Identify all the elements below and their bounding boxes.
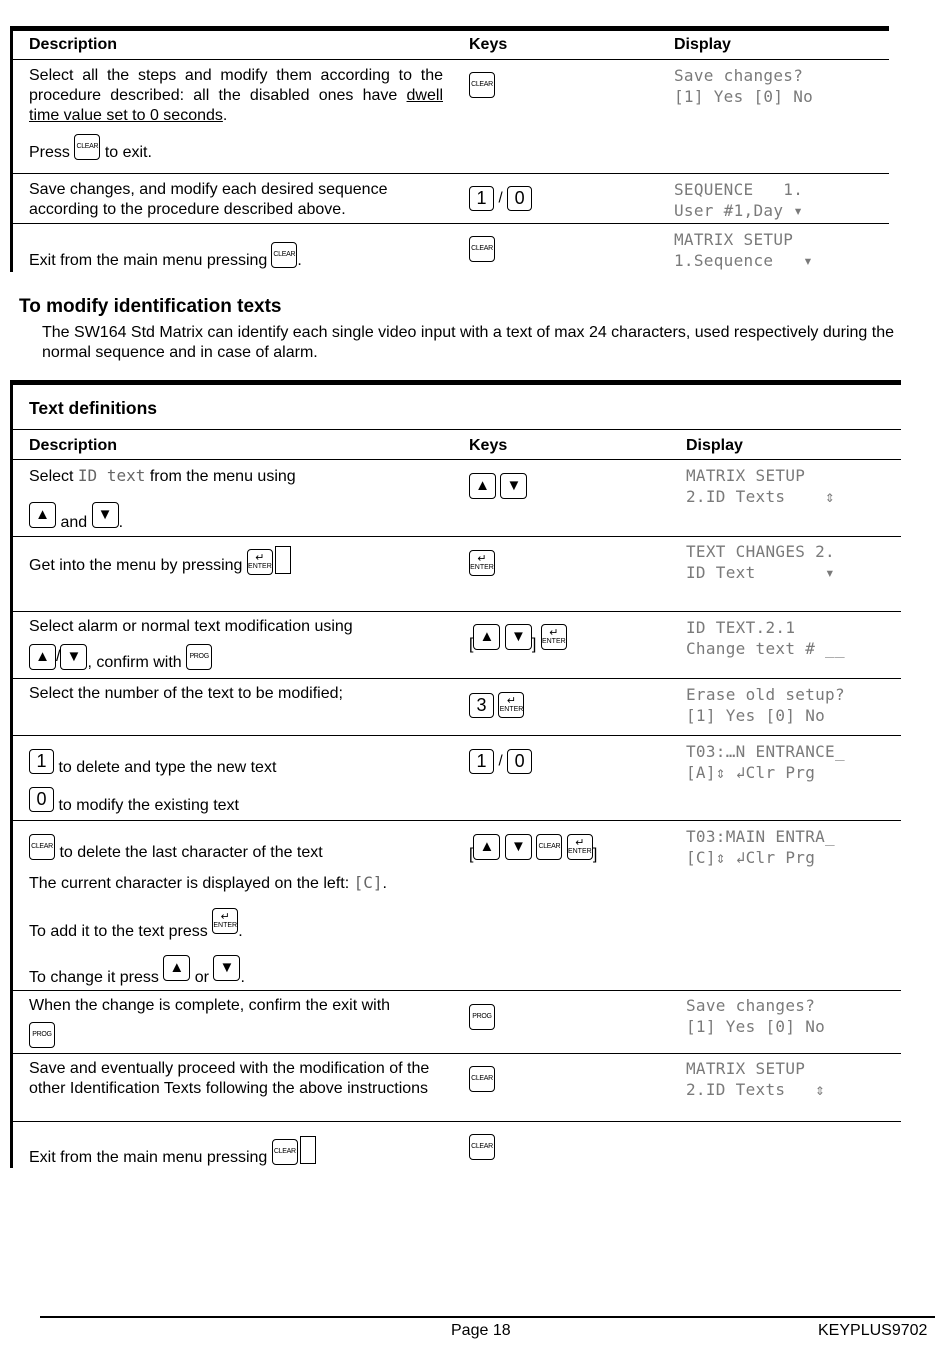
lcd-line-1: MATRIX SETUP [686,1059,806,1078]
enter-symbol: ↵ [549,627,559,639]
description-text: , confirm with [87,654,182,672]
clear-key-icon: CLEAR [272,1139,298,1165]
key-separator: / [498,752,503,770]
divider [13,536,901,537]
sequence-table [10,26,889,272]
clear-key-icon: CLEAR [74,134,100,160]
up-arrow-icon: ▲ [473,624,500,650]
prog-key-icon: PROG [469,1004,495,1030]
divider [13,820,901,821]
enter-label: ENTER [499,706,524,713]
down-arrow-icon: ▼ [505,624,532,650]
divider [13,678,901,679]
bracket: [ [469,846,474,864]
blank-key-icon [300,1136,316,1164]
up-arrow-icon: ▲ [469,473,496,499]
text-definitions-table [10,380,901,1168]
lcd-line-1: Save changes? [686,996,816,1015]
enter-label: ENTER [567,848,592,855]
description-text: The current character is displayed on the left: [29,875,350,892]
lcd-display [686,617,845,659]
enter-symbol: ↵ [255,552,265,564]
lcd-display [674,179,803,221]
keys-cell [469,236,495,262]
enter-label: ENTER [541,638,566,645]
key-0-icon: 0 [507,186,532,211]
lcd-display [686,826,835,868]
enter-key-icon [567,834,593,860]
footer-rule [40,1316,935,1318]
lcd-line-2: [A]⇕ ↲Clr Prg [686,763,816,782]
row-description [29,955,245,987]
header-keys: Keys [469,437,508,454]
punctuation: . [297,252,302,270]
keys-cell [469,834,598,864]
keys-cell [469,692,524,718]
up-arrow-icon: ▲ [163,955,190,981]
clear-key-icon: CLEAR [469,1066,495,1092]
divider [13,611,901,612]
down-arrow-icon: ▼ [500,473,527,499]
enter-key-icon [247,549,273,575]
row-description [29,248,302,274]
row-description [29,552,291,580]
divider [13,1121,901,1122]
divider [13,459,901,460]
clear-key-icon: CLEAR [536,834,562,860]
table-caption: Text definitions [29,398,158,418]
down-arrow-icon: ▼ [92,502,119,528]
lcd-display [674,65,813,107]
lcd-display [686,541,835,583]
clear-key-icon: CLEAR [469,72,495,98]
bracket: ] [592,846,598,864]
divider [13,1053,901,1054]
table-top-rule [10,380,901,385]
enter-key-icon [541,624,567,650]
row-description: Save and eventually proceed with the modification of the other Identification Texts following the above instructions [29,1060,430,1097]
divider [13,173,889,174]
keys-cell [469,1134,495,1160]
lcd-line-2: 2.ID Texts ⇕ [686,487,835,506]
row-description [29,749,276,774]
row-description: Save changes, and modify each desired sequence according to the procedure described above. [29,181,388,218]
current-char-indicator: [C] [353,873,383,892]
divider [13,735,901,736]
header-description: Description [29,437,118,454]
enter-symbol: ↵ [575,837,585,849]
key-separator: / [498,189,503,207]
lcd-line-1: Save changes? [674,66,804,85]
description-text: Exit from the main menu pressing [29,1149,268,1167]
enter-key-icon [498,692,524,718]
lcd-line-1: TEXT CHANGES 2. [686,542,835,561]
description-text: Exit from the main menu pressing [29,252,268,270]
bracket: [ [469,636,474,654]
keys-cell [469,1004,495,1030]
enter-label: ENTER [470,564,494,571]
description-text: Get into the menu by pressing [29,557,243,575]
divider [13,429,901,430]
enter-symbol: ↵ [506,695,517,707]
key-3-icon: 3 [469,693,494,718]
row-description: When the change is complete, confirm the exit with [29,997,391,1014]
row-description-keys [29,1022,55,1048]
up-arrow-icon: ▲ [29,644,56,670]
clear-key-icon: CLEAR [469,236,495,262]
enter-label: ENTER [248,563,272,570]
up-arrow-icon: ▲ [29,502,56,528]
lcd-line-2: 1.Sequence ▾ [674,251,814,270]
key-0-icon: 0 [29,787,54,812]
key-separator: / [56,648,61,666]
clear-key-icon: CLEAR [29,834,55,860]
lcd-line-2: [1] Yes [0] No [686,1017,826,1036]
press-line [29,140,152,166]
document-code: KEYPLUS9702 [818,1322,928,1339]
lcd-line-2: [1] Yes [0] No [686,706,826,725]
keys-cell [469,1066,495,1092]
row-description: Select the number of the text to be modified; [29,685,343,702]
lcd-line-2: Change text # __ [686,639,845,658]
down-arrow-icon: ▼ [213,955,240,981]
key-1-icon: 1 [469,186,494,211]
key-0-icon: 0 [507,749,532,774]
keys-cell [469,473,527,499]
lcd-line-2: ID Text ▾ [686,563,835,582]
enter-symbol: ↵ [477,553,487,565]
key-1-icon: 1 [29,749,54,774]
up-arrow-icon: ▲ [473,834,500,860]
description-text: Select [29,468,74,485]
row-description [29,908,243,941]
row-description [29,834,323,860]
key-1-icon: 1 [469,749,494,774]
blank-key-icon [275,546,291,574]
lcd-display [686,684,845,726]
menu-item-name: ID text [77,466,146,485]
lcd-display [686,465,835,507]
row-description-keys [29,644,212,670]
exit-text: to exit. [104,144,152,162]
row-description [29,66,443,126]
keys-cell [469,749,532,774]
header-description: Description [29,36,118,53]
row-description [29,787,239,812]
conjunction-text: and [60,514,88,532]
lcd-line-2: [1] Yes [0] No [674,87,814,106]
description-text: to delete and type the new text [58,758,277,776]
lcd-line-2: [C]⇕ ↲Clr Prg [686,848,816,867]
lcd-line-1: Erase old setup? [686,685,845,704]
lcd-display [674,229,813,271]
punctuation: . [118,514,124,532]
description-text: To change it press [29,969,159,987]
keys-cell [469,186,532,211]
lcd-display [686,995,825,1037]
conjunction-text: or [194,969,209,987]
lcd-line-1: SEQUENCE 1. [674,180,804,199]
description-text: from the menu using [149,468,296,485]
punctuation: . [240,969,245,987]
divider [13,59,889,60]
divider [13,990,901,991]
row-description [29,466,296,487]
section-body: The SW164 Std Matrix can identify each single video input with a text of max 24 characters, used respectively during the normal sequence and in case of alarm. [42,324,894,361]
underlined-text: dwell time value set to 0 seconds [29,87,443,124]
row-description: Select alarm or normal text modification using [29,618,353,635]
description-text: to delete the last character of the text [59,844,323,862]
row-description-keys [29,502,124,532]
punctuation: . [382,875,387,892]
row-description [29,873,387,894]
punctuation: . [238,923,243,941]
clear-key-icon: CLEAR [469,1134,495,1160]
lcd-display [686,741,845,783]
lcd-line-2: User #1,Day ▾ [674,201,804,220]
section-title: To modify identification texts [19,296,282,317]
enter-symbol: ↵ [220,911,230,923]
table-top-rule [10,26,889,31]
header-display: Display [686,437,743,454]
enter-key-icon [469,550,495,576]
description-text: Select all the steps and modify them according to the procedure described: all the disabled ones have [29,67,443,104]
enter-key-icon [212,908,238,934]
keys-cell [469,550,495,576]
keys-cell [469,624,567,654]
lcd-line-1: T03:MAIN ENTRA_ [686,827,835,846]
lcd-line-1: MATRIX SETUP [674,230,794,249]
description-text: to modify the existing text [58,796,239,814]
page-number: Page 18 [451,1322,511,1339]
clear-key-icon: CLEAR [271,242,297,268]
lcd-line-1: MATRIX SETUP [686,466,806,485]
lcd-display [686,1058,825,1100]
lcd-line-2: 2.ID Texts ⇕ [686,1080,826,1099]
enter-label: ENTER [213,922,238,929]
down-arrow-icon: ▼ [60,644,87,670]
prog-key-icon: PROG [29,1022,55,1048]
keys-cell [469,72,495,98]
header-display: Display [674,36,731,53]
press-text: Press [29,144,70,162]
punctuation: . [222,107,228,124]
bracket: ] [531,636,537,654]
divider [13,223,889,224]
lcd-line-1: ID TEXT.2.1 [686,618,796,637]
row-description [29,1144,316,1172]
prog-key-icon: PROG [186,644,212,670]
header-keys: Keys [469,36,508,53]
description-text: To add it to the text press [29,923,208,941]
down-arrow-icon: ▼ [505,834,532,860]
lcd-line-1: T03:…N ENTRANCE_ [686,742,845,761]
